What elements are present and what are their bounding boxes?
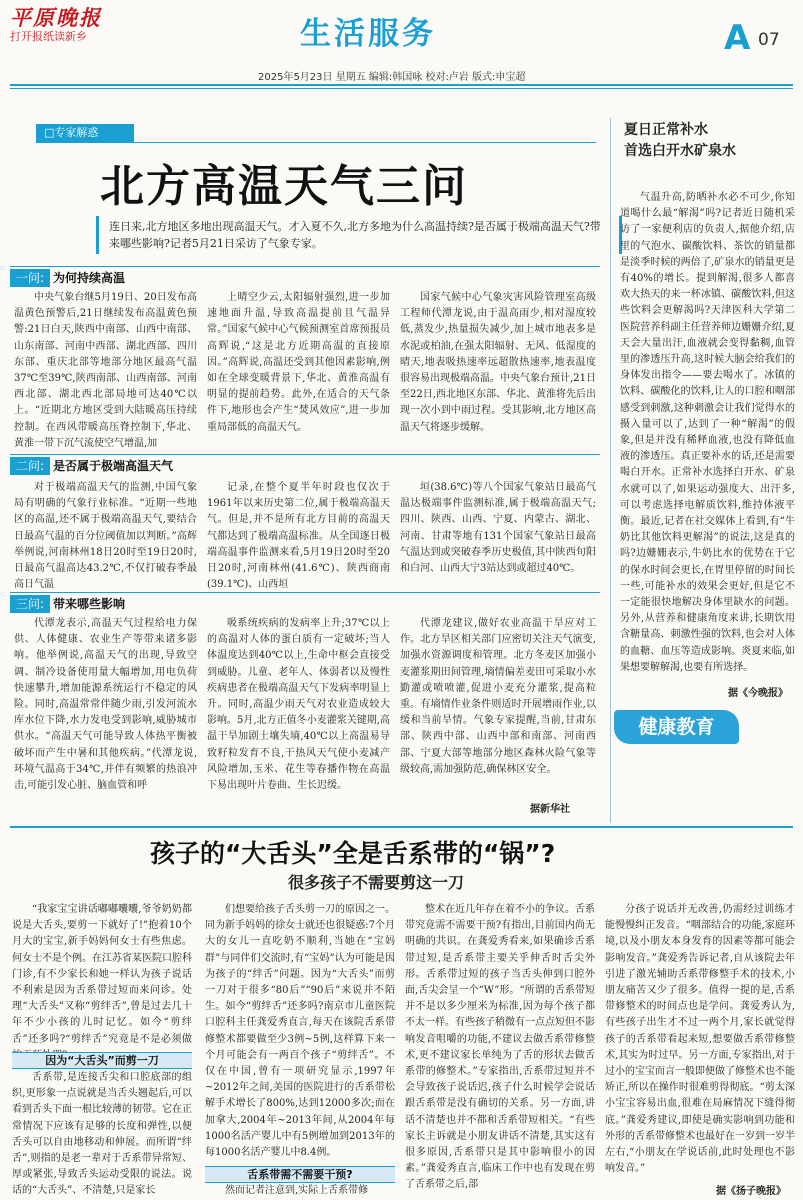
article-headline: 北方高温天气三问: [100, 161, 468, 212]
tag-rule: [36, 142, 596, 143]
masthead-logo: [10, 6, 125, 44]
sidebar-credit: 据《今晚报》: [728, 688, 788, 699]
body-column: 整术在近几年存在着不小的争议。舌系带究竟需不需要干预?有指出,目前国内尚无明确的共识。在龚爱秀看来,如果确诊舌系带过短,是舌系带主要关乎伸舌时舌尖外形。舌系带过短的孩子当舌头伸到口腔外面,舌尖会呈一个“W”形。“所谓的舌系带短并不是以多少厘米为标准,因为每个孩子都不太一样。有些孩子稍微有一点点短但不影响发音咀嚼的功能,不建议去做舌系带修整术,更不建议家长单纯为了舌的形状去做舌系带的修整术。”专家指出,舌系带过短并不会导致孩子说话迟,孩子什么时候学会说话跟舌系带是没有确切的关系。另一方面,讲话不清楚也并不都和舌系带短相关。“有些家长主诉就是小朋友讲话不清楚,其实这有很多原因,舌系带只是其中影响很小的因素。”龚爱秀直言,临床工作中也有发现在剪了舌系带之后,部: [405, 904, 595, 1191]
body-column: 中央气象台继5月19日、20日发布高温黄色预警后,21日继续发布高温黄色预警:21日白天,陕西中南部、山西中南部、山东南部、河南中西部、湖北西部、四川东部、重庆北部等地部分地区最高气温37℃至39℃,陕西南部、山西南部、河南西北部、湖北西北部局地可达40℃以上。“近期北方地区受到大陆暖高压持续控制。在西风带暖高压脊控制下,华北、黄淮一带下沉气流使空气增温,加: [14, 292, 197, 449]
logo-subtitle: 打开报纸读新乡: [10, 30, 87, 43]
section-heading-2: [10, 454, 600, 473]
header-rule: [10, 84, 793, 86]
page-letter: A: [724, 18, 751, 58]
body-column: 国家气候中心气象灾害风险管理室高级工程师代潭龙说,由于温高雨少,相对湿度较低,蒸发少,热量损失减少,加上城市地表多是水泥或柏油,在强太阳辐射、无风、低湿度的晴天,地表吸热速率远超散热速率,地表温度很容易出现极端高温。中央气象台预计,21日至22日,西北地区东部、华北、黄淮将先后出现一次小到中雨过程。受其影响,北方地区高温天气将逐步缓解。: [400, 292, 596, 433]
section-number: 三问:: [10, 595, 50, 613]
sidebar-headline: [624, 120, 794, 162]
article-divider: [10, 826, 793, 828]
body-column: 们想要给孩子舌头剪一刀的原因之一。同为新手妈妈的徐女士就还也很疑惑:7个月大的女儿一直吃奶不顺利,当她在“宝妈群”与同伴们交流时,有“宝妈”认为可能是因为孩子的“绊舌”问题。因为“大舌头”而剪一刀对于很多“80后”“90后”来说并不陌生。如今“剪绊舌”还多吗?南京市儿童医院口腔科主任龚爱秀直言,每天在该院舌系带修整术都要做至少3例~5例,这样算下来一个月可能会有一两百个孩子“剪绊舌”。不仅在中国,曾有一项研究显示,1997年~2012年之间,美国的医院进行的舌系带松解手术增长了800%,达到12000多次;而在加拿大,2004年~2013年间,从2004年每1000名活产婴儿中有5例增加到2013年的每1000名活产婴儿中8.4例。: [205, 904, 395, 1159]
body-column: 记录,在整个夏半年时段也仅次于1961年以来历史第二位,属于极端高温天气。但是,并不是所有北方目前的高温天气都达到了极端高温标准。从全国逐日极端高温事件监测来看,5月19日20时至20日20时,河南林州(41.6℃)、陕西商南(39.1℃)、山西垣: [207, 482, 390, 591]
page-number: 07: [758, 30, 780, 50]
body-column: 垣(38.6℃)等八个国家气象站日最高气温达极端事件监测标准,属于极端高温天气;四川、陕西、山西、宁夏、内蒙古、湖北、河南、甘肃等地有131个国家气象站日最高气温达到或突破春季历史极值,其中陕西旬阳和白河、山西大宁3站达到或超过40℃。: [400, 482, 596, 575]
sidebar-headline-line2: 首选白开水矿泉水: [624, 143, 736, 159]
dateline: 2025年5月23日 星期五 编辑:韩国咏 校对:卢岩 版式:申宝超: [258, 72, 526, 83]
body-column: 舌系带,是连接舌尖和口腔底部的组织,更形象一点说就是当舌头翘起后,可以看到舌头下面一根比较薄的韧带。它在正常情况下应该有足够的长度和弹性,以便舌头可以自由地移动和伸展。而所谓“绊舌”,则指的是老一辈对于舌系带异常短、厚或紧张,导致舌头运动受限的说法。说话的“大舌头”、不清楚,只是家长: [12, 1072, 192, 1197]
body-column: 上晴空少云,太阳辐射强烈,进一步加速地面升温,导致高温提前且气温异常。”国家气候中心气候预测室首席预报员高辉说,“这是北方近期高温的直接原因。”高辉说,高温还受到其他因素影响,例如在全球变暖背景下,华北、黄淮高温有明显的提前趋势。此外,在适合的天气条件下,地形也会产生“焚风效应”,进一步加重局部低的高温天气。: [207, 292, 390, 433]
body-column: “我家宝宝讲话嘟嘟囔囔,爷爷奶奶都说是大舌头,要剪一下就好了!”抱着10个月大的宝宝,新手妈妈何女士有些焦虑。何女士不是个例。在江苏省某医院口腔科门诊,有不少家长和她一样认为孩子说话不利索是因为舌系带过短而来问诊。处理“大舌头”又称“剪绊舌”,曾是过去几十年不少小孩的儿时记忆。如今“剪绊舌”还多吗?“剪绊舌”究竟是不是必须做: [12, 904, 192, 1045]
article-credit: 据新华社: [530, 804, 570, 815]
body-column: 对于极端高温天气的监测,中国气象局有明确的气象行业标准。“近期一些地区的高温,还不属于极端高温天气,要结合日最高气温的百分位阈值加以判断。”高辉举例说,河南林州18日20时至19日20时,日最高气温高达43.2℃,不仅打破春季最高日气温: [14, 482, 197, 591]
section-heading-1: [10, 266, 600, 285]
body-column: 代潭龙建议,做好农业高温干旱应对工作。北方旱区相关部门应密切关注天气演变,加强水资源调度和管理。北方冬麦区加强小麦灌浆期田间管理,墒情偏差麦田可采取小水勤灌或喷喷灌,促进小麦充分灌浆,提高粒重。有墒情作业条件则适时开展增雨作业,以缓和当前旱情。气象专家提醒,当前,甘肃东部、陕西中部、山西中部和南部、河南西部、宁夏大部等地部分地区森林火险气象等级较高,需加强防范,确保林区安全。: [400, 618, 596, 775]
section-title: 为何持续高温: [53, 271, 126, 285]
health-education-badge: 健康教育: [614, 710, 739, 744]
header-rule-thin: [10, 88, 793, 89]
body-column: 吸系统疾病的发病率上升;37℃以上的高温对人体的蛋白质有一定破坏;当人体温度达到40℃以上,生命中枢会直接受到威胁。儿童、老年人、体弱者以及慢性疾病患者在极端高温天气下发病率明显上升。同时,高温少雨天气对农业造成较大影响。5月,北方正值冬小麦灌浆关键期,高温干旱加剧土壤失墒,40℃以上高温易导致籽粒发育不良,干热风天气使小麦减产风险增加,玉米、花生等春播作物在高温下易出现叶片卷曲、生长迟缓。: [207, 618, 390, 792]
section-number: 二问:: [10, 457, 50, 475]
article2-subhead: 很多孩子不需要剪这一刀: [288, 873, 465, 892]
body-column: 代潭龙表示,高温天气过程给电力保供、人体健康、农业生产等带来诸多影响。他举例说,高温天气的出现,导致空调、制冷设备使用量大幅增加,用电负荷快速攀升,增加能源系统运行不稳定的风险。同时,高温常常伴随少雨,引发河流水库水位下降,水力发电受到影响,威胁城市供水。“高温天气可能导致人体热平衡被破坏而产生中暑和其他疾病。”代潭龙说,环境气温高于34℃,并伴有频繁的热浪冲击,可能引发心脏、脑血管和呼: [14, 618, 197, 792]
body-column: 然而记者注意到,实际上舌系带修: [225, 1185, 369, 1196]
section-title: 带来哪些影响: [53, 597, 126, 611]
body-column: 分孩子说话并无改善,仍需经过训练才能慢慢纠正发音。“咽部结合的功能,家庭环境,以及小朋友本身发育的因素等都可能会影响发音。”龚爱秀告诉记者,自从该院去年引进了激光辅助舌系带修整手术的技术,小朋友痛苦又少了很多。值得一提的是,舌系带修整术的时间点也是学问。龚爱秀认为,有些孩子出生才不过一两个月,家长就觉得孩子的舌系带看起来短,想要做舌系带修整术,其实为时过早。另一方面,专家指出,对于过小的宝宝而言一般即便做了修整术也不能矫正,所以在操作时很难剪得彻底。“剪太深小宝宝容易出血,很难在局麻情况下缝得彻底。”龚爱秀建议,即使是确实影响到功能和外形的舌系带修整术也最好在一岁到一岁半左右,“小朋友在学说话前,此时处理也不影响发音。”: [605, 904, 795, 1175]
sidebar-headline-line1: 夏日正常补水: [624, 122, 708, 138]
section-title: 生活服务: [300, 16, 436, 52]
article2-credit: 据《扬子晚报》: [716, 1186, 786, 1197]
section-number: 一问:: [10, 269, 50, 287]
subsection-heading: 因为“大舌头”而剪一刀: [12, 1052, 192, 1069]
sidebar-body: 气温升高,防晒补水必不可少,你知道喝什么最“解渴”吗?记者近日随机采访了一家便利店的负责人,据他介绍,店里的气泡水、碳酸饮料、茶饮的销量都是淡季时候的两倍了,矿泉水的销量更是有40%的增长。提到解渴,很多人都喜欢大热天的来一杯冰镇、碳酸饮料,但这些饮料会更解渴吗?天津医科大学第二医院营养科副主任营养师边姗姗介绍,夏天会大量出汗,血液就会变得黏稠,血管里的渗透压升高,这时候大脑会给我们的身体发出指令——要去喝水了。冰镇的饮料、碳酸化的饮料,让人的口腔和咽部感受到刺激,这种刺激会让我们觉得水的摄入量可以了,达到了一种“解渴”的假象,但是并没有稀释血液,也没有降低血液的渗透压。真正要补水的话,还是需要喝白开水。正常补水选择白开水、矿泉水就可以了,如果运动强度大、出汗多,可以考虑选择电解质饮料,维持体液平衡。最近,记者在社交媒体上看到,有“牛奶比其他饮料更解渴”的说法,这是真的吗?边姗姗表示,牛奶比水的优势在于它的保水时间会更长,在胃里停留的时间长一些,可能补水的效果会更好,但是它不一定能很快地解决身体里缺水的问题。另外,从营养和健康角度来讲,长期饮用含糖量高、刺激性强的饮料,也会对人体的血糖、血压等造成影响。炎夏来临,如果想要解解渴,也要有所选择。: [620, 192, 795, 673]
column-tag: □专家解惑: [36, 124, 134, 142]
section-title: 是否属于极端高温天气: [53, 459, 174, 473]
article2-headline: 孩子的“大舌头”全是舌系带的“锅”?: [150, 839, 556, 868]
article-lead: 连日来,北方地区多地出现高温天气。才入夏不久,北方多地为什么高温持续?是否属于极端高温天气?带来哪些影响?记者5月21日采访了气象专家。: [96, 216, 622, 254]
subsection-heading: 舌系带需不需要干预?: [205, 1166, 395, 1183]
logo-text: 平原晚报: [10, 5, 102, 30]
section-heading-3: [10, 592, 600, 611]
